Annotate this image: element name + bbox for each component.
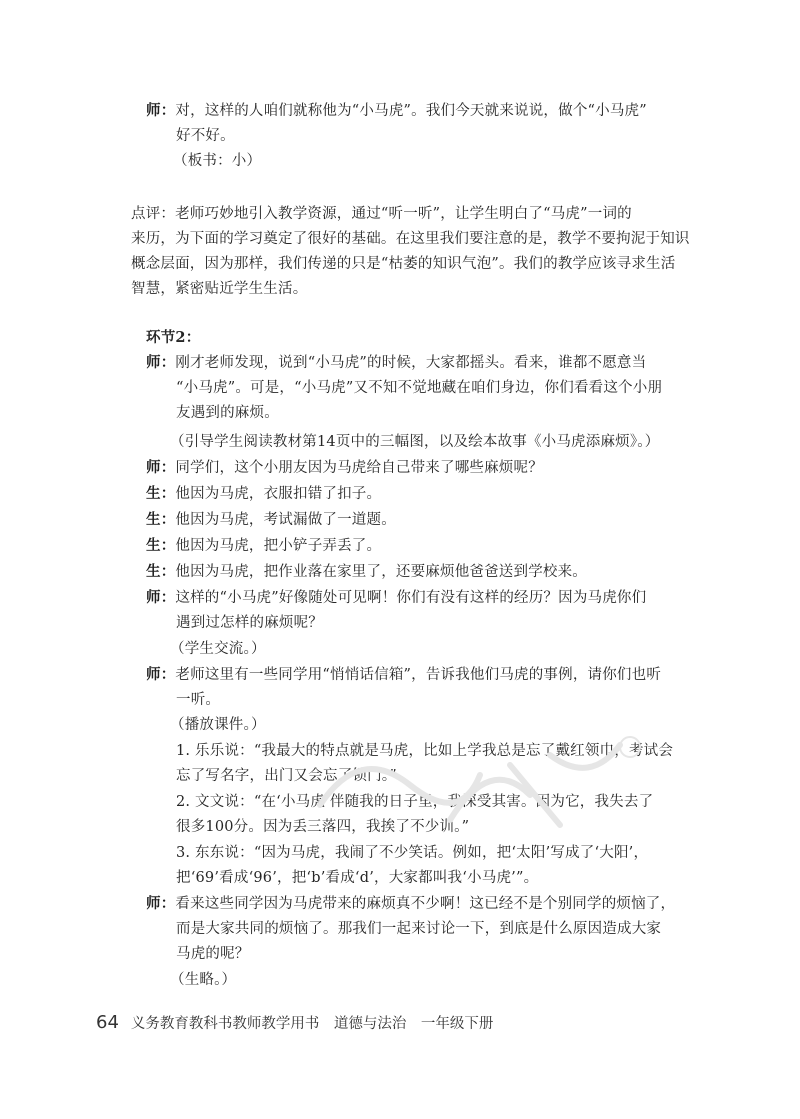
line-text: 老师这里有一些同学用“悄悄话信箱”，告诉我他们马虎的事例，请你们也听 [175, 667, 662, 683]
comment-line [131, 204, 632, 224]
dialogue-continuation [176, 378, 662, 398]
stage-direction [170, 639, 266, 659]
line-text: 他因为马虎，考试漏做了一道题。 [175, 512, 396, 528]
dialogue-continuation [176, 690, 220, 710]
board-note [173, 151, 261, 171]
book-title: 义务教育教科书教师教学用书 道德与法治 一年级下册 [130, 1016, 494, 1032]
line-text: （播放课件。） [170, 717, 266, 733]
line-text: 遇到过怎样的麻烦呢？ [176, 615, 323, 631]
comment-line [131, 254, 675, 274]
speaker-label: 师： [146, 459, 176, 476]
line-text: 忘了写名字，出门又会忘了锁门。” [176, 768, 397, 784]
page-footer [96, 1013, 493, 1034]
line-text: 刚才老师发现，说到“小马虎”的时候，大家都摇头。看来，谁都不愿意当 [175, 355, 647, 371]
dialogue-line [146, 484, 381, 504]
line-text: 环节2： [146, 329, 201, 346]
dialogue-line [146, 458, 543, 478]
stage-direction [170, 432, 659, 452]
example-item [176, 792, 653, 812]
dialogue-line [146, 510, 396, 530]
speaker-label: 生： [146, 537, 176, 554]
line-text: 友遇到的麻烦。 [176, 405, 279, 421]
line-text: 3. 东东说：“因为马虎，我闹了不少笑话。例如，把‘太阳’写成了‘大阳’， [176, 845, 649, 861]
line-text: 而是大家共同的烦恼了。那我们一起来讨论一下，到底是什么原因造成大家 [176, 921, 662, 937]
dialogue-line [146, 588, 646, 608]
dialogue-continuation [176, 613, 323, 633]
dialogue-line [146, 894, 675, 914]
line-text: 马虎的呢？ [176, 946, 250, 962]
line-text: 看来这些同学因为马虎带来的麻烦真不少啊！这已经不是个别同学的烦恼了， [175, 896, 676, 912]
line-text: 他因为马虎，把作业落在家里了，还要麻烦他爸爸送到学校来。 [175, 564, 588, 580]
line-text: 把‘69’看成‘96’，把‘b’看成‘d’，大家都叫我‘小马虎’”。 [176, 870, 539, 886]
dialogue-continuation [176, 944, 250, 964]
speaker-label: 师： [146, 354, 176, 371]
comment-line [131, 279, 307, 299]
dialogue-continuation [176, 403, 279, 423]
dialogue-line [146, 101, 647, 121]
line-text: 来历，为下面的学习奠定了很好的基础。在这里我们要注意的是，教学不要拘泥于知识 [131, 231, 690, 247]
dialogue-line [146, 665, 661, 685]
line-text: 他因为马虎，把小铲子弄丢了。 [175, 538, 382, 554]
dialogue-continuation [176, 919, 661, 939]
stage-direction [170, 715, 266, 735]
line-text: 他因为马虎，衣服扣错了扣子。 [175, 486, 382, 502]
line-text: 1. 乐乐说：“我最大的特点就是马虎，比如上学我总是忘了戴红领巾，考试会 [176, 743, 674, 759]
speaker-label: 师： [146, 895, 176, 912]
dialogue-continuation [176, 126, 235, 146]
line-text: 2. 文文说：“在‘小马虎’伴随我的日子里，我深受其害。因为它，我失去了 [176, 794, 654, 810]
line-text: （引导学生阅读教材第14页中的三幅图，以及绘本故事《小马虎添麻烦》。） [170, 434, 660, 450]
line-text: （生略。） [170, 972, 237, 988]
dialogue-line [146, 536, 381, 556]
line-text: “小马虎”。可是，“小马虎”又不知不觉地藏在咱们身边，你们看看这个小朋 [176, 380, 663, 396]
speaker-label: 师： [146, 102, 176, 119]
example-continuation [176, 868, 538, 888]
line-text: （板书：小） [173, 153, 262, 169]
line-text: 这样的“小马虎”好像随处可见啊！你们有没有这样的经历？因为马虎你们 [175, 590, 647, 606]
speaker-label: 师： [146, 666, 176, 683]
line-text: 一听。 [176, 692, 221, 708]
example-item [176, 741, 673, 761]
example-continuation [176, 817, 469, 837]
speaker-label: 生： [146, 485, 176, 502]
line-text: 点评：老师巧妙地引入教学资源，通过“听一听”，让学生明白了“马虎”一词的 [131, 206, 632, 222]
comment-line [131, 229, 690, 249]
line-text: 概念层面，因为那样，我们传递的只是“枯萎的知识气泡”。我们的教学应该寻求生活 [131, 256, 676, 272]
section-heading [146, 328, 200, 348]
line-text: （学生交流。） [170, 641, 266, 657]
dialogue-line [146, 353, 646, 373]
line-text: 同学们，这个小朋友因为马虎给自己带来了哪些麻烦呢？ [175, 460, 543, 476]
line-text: 智慧，紧密贴近学生生活。 [131, 281, 308, 297]
speaker-label: 师： [146, 589, 176, 606]
line-text: 很多100分。因为丢三落四，我挨了不少训。” [176, 819, 470, 835]
line-text: 好不好。 [176, 128, 235, 144]
example-item [176, 843, 648, 863]
example-continuation [176, 766, 397, 786]
stage-direction [170, 970, 236, 990]
speaker-label: 生： [146, 563, 176, 580]
dialogue-line [146, 562, 587, 582]
page-number: 64 [96, 1012, 119, 1033]
line-text: 对，这样的人咱们就称他为“小马虎”。我们今天就来说说，做个“小马虎” [175, 103, 647, 119]
speaker-label: 生： [146, 511, 176, 528]
